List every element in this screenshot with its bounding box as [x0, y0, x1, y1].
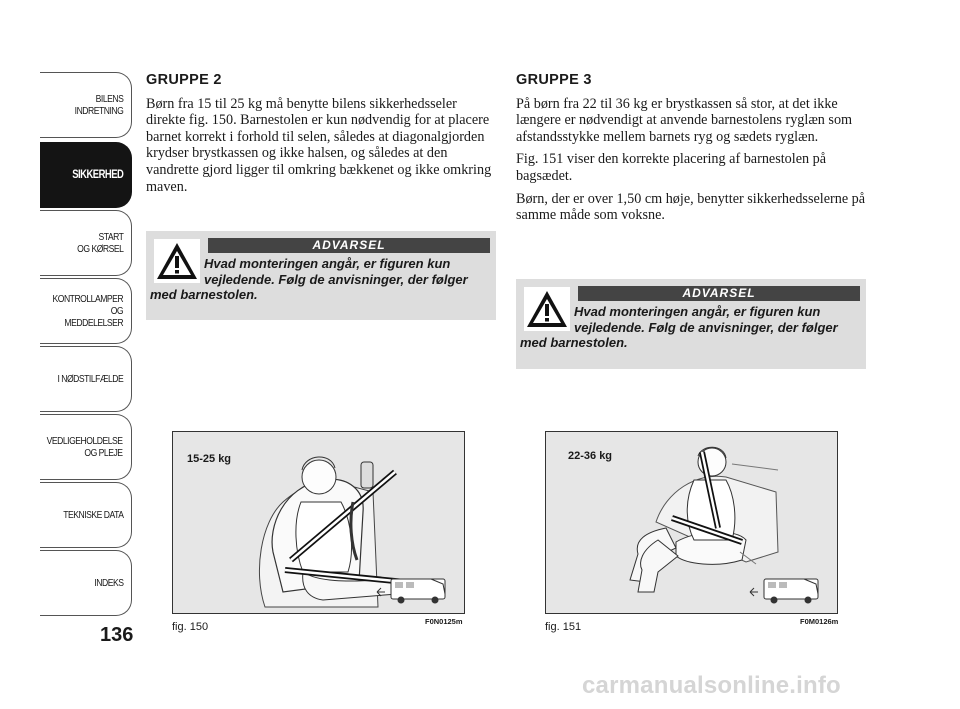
tab-sikkerhed[interactable]: SIKKERHED: [40, 142, 132, 208]
weight-label: 22-36 kg: [568, 450, 613, 462]
vehicle-pictogram-icon: [750, 579, 818, 604]
body-paragraph: Børn, der er over 1,50 cm høje, benytter sikkerhedsselerne på samme måde som voksne.: [516, 190, 866, 224]
warning-text: Hvad monteringen angår, er figuren kun vejledende. Følg de anvisninger, der følger med barnestolen.: [150, 256, 468, 302]
warning-text: Hvad monteringen angår, er figuren kun vejledende. Følg de anvisninger, der følger med barnestolen.: [520, 304, 838, 350]
figure-code-151: F0M0126m: [800, 617, 839, 626]
figure-150-illustration: [172, 431, 465, 614]
warning-box-right: [516, 279, 866, 369]
warning-title: ADVARSEL: [578, 286, 860, 301]
watermark-text: carmanualsonline.info: [582, 672, 841, 699]
child-seat-illustration-icon: [173, 432, 464, 613]
figure-code-150: F0N0125m: [425, 617, 463, 626]
tab-bilens-indretning[interactable]: BILENS INDRETNING: [40, 72, 132, 138]
right-column: [516, 72, 870, 230]
tab-indeks[interactable]: INDEKS: [40, 550, 132, 616]
figure-caption-150: fig. 150: [172, 621, 209, 633]
figure-151-illustration: [545, 431, 838, 614]
page-number: 136: [100, 624, 134, 646]
tab-kontrollamper[interactable]: KONTROLLAMPER OG MEDDELELSER: [40, 278, 132, 344]
tab-start-og-korsel[interactable]: START OG KØRSEL: [40, 210, 132, 276]
figure-caption-151: fig. 151: [545, 621, 582, 633]
warning-box-left: [146, 231, 496, 320]
warning-title: ADVARSEL: [208, 238, 490, 253]
left-column: [146, 72, 498, 201]
body-paragraph: På børn fra 22 til 36 kg er brystkassen så stor, at det ikke længere er nødvendigt at anvende barnestolens ryglæn som afstandsstykke mellem barnets ryg og sædets ryglæn.: [516, 95, 853, 145]
weight-label: 15-25 kg: [187, 453, 232, 465]
booster-cushion-illustration-icon: [546, 432, 837, 613]
body-paragraph: Børn fra 15 til 25 kg må benytte bilens sikkerhedsseler direkte fig. 150. Barnestolen er kun nødvendig for at placere barnet korrekt i forhold til selen, således at diagonalgjorden krydser brystkassen og ikke halsen, og således at den vandrette gjord ligger til omkring bækkenet og ikke omkring maven.: [146, 95, 492, 195]
tab-i-nodstilfaelde[interactable]: I NØDSTILFÆLDE: [40, 346, 132, 412]
body-paragraph: Fig. 151 viser den korrekte placering af barnestolen på bagsædet.: [516, 151, 827, 184]
section-heading-gruppe-2: GRUPPE 2: [146, 72, 222, 88]
tab-tekniske-data[interactable]: TEKNISKE DATA: [40, 482, 132, 548]
section-heading-gruppe-3: GRUPPE 3: [516, 72, 592, 88]
tab-vedligeholdelse[interactable]: VEDLIGEHOLDELSE OG PLEJE: [40, 414, 132, 480]
